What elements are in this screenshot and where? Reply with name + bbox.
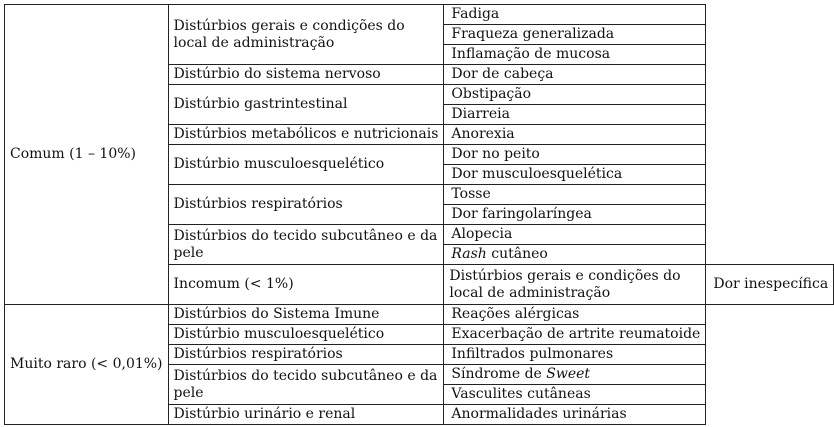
system-cell: Distúrbio gastrintestinal (168, 85, 444, 125)
effect-cell: Dor faringolaríngea (444, 205, 706, 225)
frequency-cell: Comum (1 – 10%) (5, 5, 169, 305)
effect-cell: Inflamação de mucosa (444, 45, 706, 65)
frequency-cell: Muito raro (< 0,01%) (5, 305, 169, 425)
effect-cell: Fadiga (444, 5, 706, 25)
system-cell: Distúrbios do Sistema Imune (168, 305, 444, 325)
system-cell: Distúrbios gerais e condições do local de administração (168, 5, 444, 65)
effect-cell (444, 365, 706, 385)
effect-cell (444, 245, 706, 265)
effect-cell: Dor de cabeça (444, 65, 706, 85)
system-cell: Distúrbio musculoesquelético (168, 145, 444, 185)
effect-italic-term: Sweet (546, 366, 591, 382)
adverse-reactions-table (4, 4, 834, 425)
effect-cell: Alopecia (444, 225, 706, 245)
effect-cell: Obstipação (444, 85, 706, 105)
effect-text: cutâneo (486, 246, 548, 262)
effect-cell: Tosse (444, 185, 706, 205)
system-cell: Distúrbios respiratórios (168, 345, 444, 365)
effect-cell: Anorexia (444, 125, 706, 145)
system-cell: Distúrbio musculoesquelético (168, 325, 444, 345)
effect-cell: Diarreia (444, 105, 706, 125)
effect-text: Síndrome de (451, 366, 547, 382)
effect-cell: Vasculites cutâneas (444, 385, 706, 405)
system-cell: Distúrbios respiratórios (168, 185, 444, 225)
system-cell: Distúrbio urinário e renal (168, 405, 444, 425)
effect-cell: Dor no peito (444, 145, 706, 165)
effect-cell: Dor musculoesquelética (444, 165, 706, 185)
system-cell: Distúrbios do tecido subcutâneo e da pele (168, 365, 444, 405)
effect-cell: Reações alérgicas (444, 305, 706, 325)
system-cell: Distúrbios do tecido subcutâneo e da pele (168, 225, 444, 265)
system-cell: Distúrbios gerais e condições do local de administração (444, 265, 706, 305)
system-cell: Distúrbio do sistema nervoso (168, 65, 444, 85)
effect-cell: Dor inespecífica (706, 265, 834, 305)
effect-cell: Fraqueza generalizada (444, 25, 706, 45)
effect-cell: Anormalidades urinárias (444, 405, 706, 425)
effect-cell: Exacerbação de artrite reumatoide (444, 325, 706, 345)
effect-cell: Infiltrados pulmonares (444, 345, 706, 365)
effect-italic-term: Rash (451, 246, 487, 262)
system-cell: Distúrbios metabólicos e nutricionais (168, 125, 444, 145)
frequency-cell: Incomum (< 1%) (168, 265, 444, 305)
